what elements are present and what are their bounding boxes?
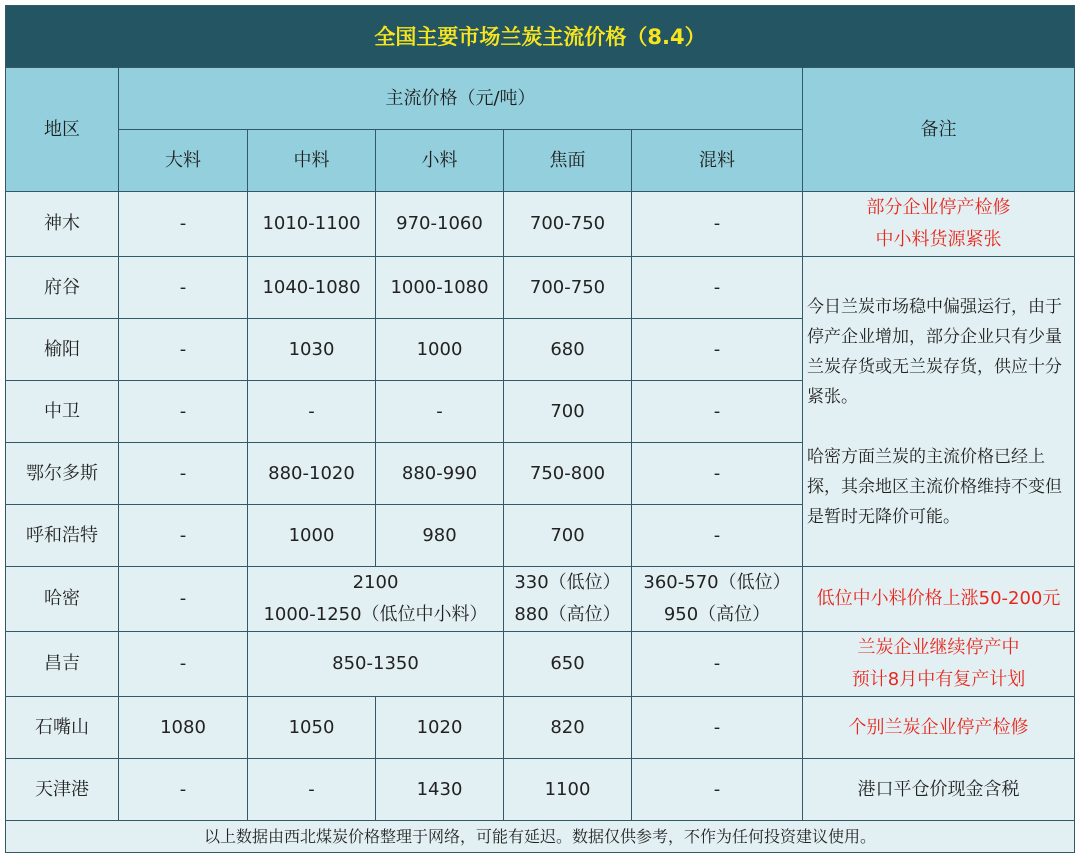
header-col-zl: 中料 [248, 130, 376, 192]
price-cell-dl: - [119, 381, 248, 443]
price-line: 1000-1250（低位中小料） [263, 604, 488, 625]
note-cell: 个别兰炭企业停产检修 [803, 697, 1075, 759]
header-col-hl: 混料 [632, 130, 803, 192]
price-cell-hl: - [632, 505, 803, 567]
price-cell-zl: 1040-1080 [248, 257, 376, 319]
note-line: 预计8月中有复产计划 [851, 669, 1026, 690]
price-cell-dl: - [119, 759, 248, 821]
price-cell-jm: 700-750 [504, 257, 632, 319]
price-cell-zl: - [248, 381, 376, 443]
region-cell: 哈密 [6, 567, 119, 632]
price-cell-jm: 650 [504, 632, 632, 697]
price-cell-hl: - [632, 443, 803, 505]
summary-paragraph: 今日兰炭市场稳中偏强运行，由于停产企业增加，部分企业只有少量兰炭存货或无兰炭存货，供应十分紧张。 [807, 296, 1062, 407]
note-cell [803, 192, 1075, 257]
region-cell: 天津港 [6, 759, 119, 821]
price-cell-zl: 880-1020 [248, 443, 376, 505]
summary-paragraph: 哈密方面兰炭的主流价格已经上探，其余地区主流价格维持不变但是暂时无降价可能。 [807, 446, 1062, 527]
region-cell: 呼和浩特 [6, 505, 119, 567]
region-cell: 府谷 [6, 257, 119, 319]
price-cell-jm [504, 567, 632, 632]
price-table-container [5, 5, 1074, 844]
table-title: 全国主要市场兰炭主流价格（8.4） [6, 6, 1075, 68]
price-cell-dl: - [119, 257, 248, 319]
price-cell-jm: 750-800 [504, 443, 632, 505]
price-cell-jm: 680 [504, 319, 632, 381]
table-row [6, 632, 1075, 697]
price-cell-xl: 970-1060 [376, 192, 504, 257]
table-row [6, 759, 1075, 821]
note-line: 中小料货源紧张 [875, 229, 1002, 250]
table-row [6, 567, 1075, 632]
price-cell-xl: 1000 [376, 319, 504, 381]
header-col-xl: 小料 [376, 130, 504, 192]
price-cell-hl: - [632, 192, 803, 257]
price-cell-hl: - [632, 257, 803, 319]
header-col-dl: 大料 [119, 130, 248, 192]
price-cell-dl: - [119, 443, 248, 505]
price-cell-hl: - [632, 697, 803, 759]
region-cell: 石嘴山 [6, 697, 119, 759]
table-row [6, 697, 1075, 759]
note-cell [803, 632, 1075, 697]
header-region: 地区 [6, 68, 119, 192]
price-cell-xl: 880-990 [376, 443, 504, 505]
market-summary-note [803, 257, 1075, 567]
note-cell: 低位中小料价格上涨50-200元 [803, 567, 1075, 632]
price-table [5, 5, 1075, 853]
price-cell-zxl: 850-1350 [248, 632, 504, 697]
footer-disclaimer: 以上数据由西北煤炭价格整理于网络，可能有延迟。数据仅供参考，不作为任何投资建议使用。 [6, 821, 1075, 853]
price-cell-jm: 700 [504, 505, 632, 567]
price-cell-xl: 1430 [376, 759, 504, 821]
price-cell-hl: - [632, 632, 803, 697]
price-cell-jm: 700 [504, 381, 632, 443]
price-line: 330（低位） [514, 572, 621, 593]
price-cell-jm: 700-750 [504, 192, 632, 257]
note-line: 兰炭企业继续停产中 [857, 637, 1020, 658]
note-line: 部分企业停产检修 [866, 197, 1011, 218]
region-cell: 昌吉 [6, 632, 119, 697]
region-cell: 神木 [6, 192, 119, 257]
price-cell-hl: - [632, 759, 803, 821]
price-line: 360-570（低位） [643, 572, 791, 593]
price-cell-dl: - [119, 192, 248, 257]
price-cell-zl: 1010-1100 [248, 192, 376, 257]
price-cell-zl: 1000 [248, 505, 376, 567]
price-cell-jm: 820 [504, 697, 632, 759]
price-cell-zxl [248, 567, 504, 632]
price-cell-zl: 1030 [248, 319, 376, 381]
header-note: 备注 [803, 68, 1075, 192]
region-cell: 中卫 [6, 381, 119, 443]
price-cell-hl: - [632, 319, 803, 381]
price-cell-jm: 1100 [504, 759, 632, 821]
price-cell-dl: - [119, 505, 248, 567]
price-cell-xl: - [376, 381, 504, 443]
price-cell-xl: 1020 [376, 697, 504, 759]
price-cell-dl: 1080 [119, 697, 248, 759]
price-cell-xl: 1000-1080 [376, 257, 504, 319]
region-cell: 鄂尔多斯 [6, 443, 119, 505]
price-cell-dl: - [119, 319, 248, 381]
price-line: 2100 [352, 572, 399, 593]
price-cell-xl: 980 [376, 505, 504, 567]
header-price-group: 主流价格（元/吨） [119, 68, 803, 130]
price-line: 950（高位） [663, 604, 771, 625]
note-cell: 港口平仓价现金含税 [803, 759, 1075, 821]
price-cell-dl: - [119, 632, 248, 697]
price-cell-zl: - [248, 759, 376, 821]
price-cell-zl: 1050 [248, 697, 376, 759]
table-row [6, 257, 1075, 319]
price-cell-hl: - [632, 381, 803, 443]
header-col-jm: 焦面 [504, 130, 632, 192]
table-row [6, 192, 1075, 257]
price-cell-dl: - [119, 567, 248, 632]
region-cell: 榆阳 [6, 319, 119, 381]
price-cell-hl [632, 567, 803, 632]
price-line: 880（高位） [514, 604, 621, 625]
